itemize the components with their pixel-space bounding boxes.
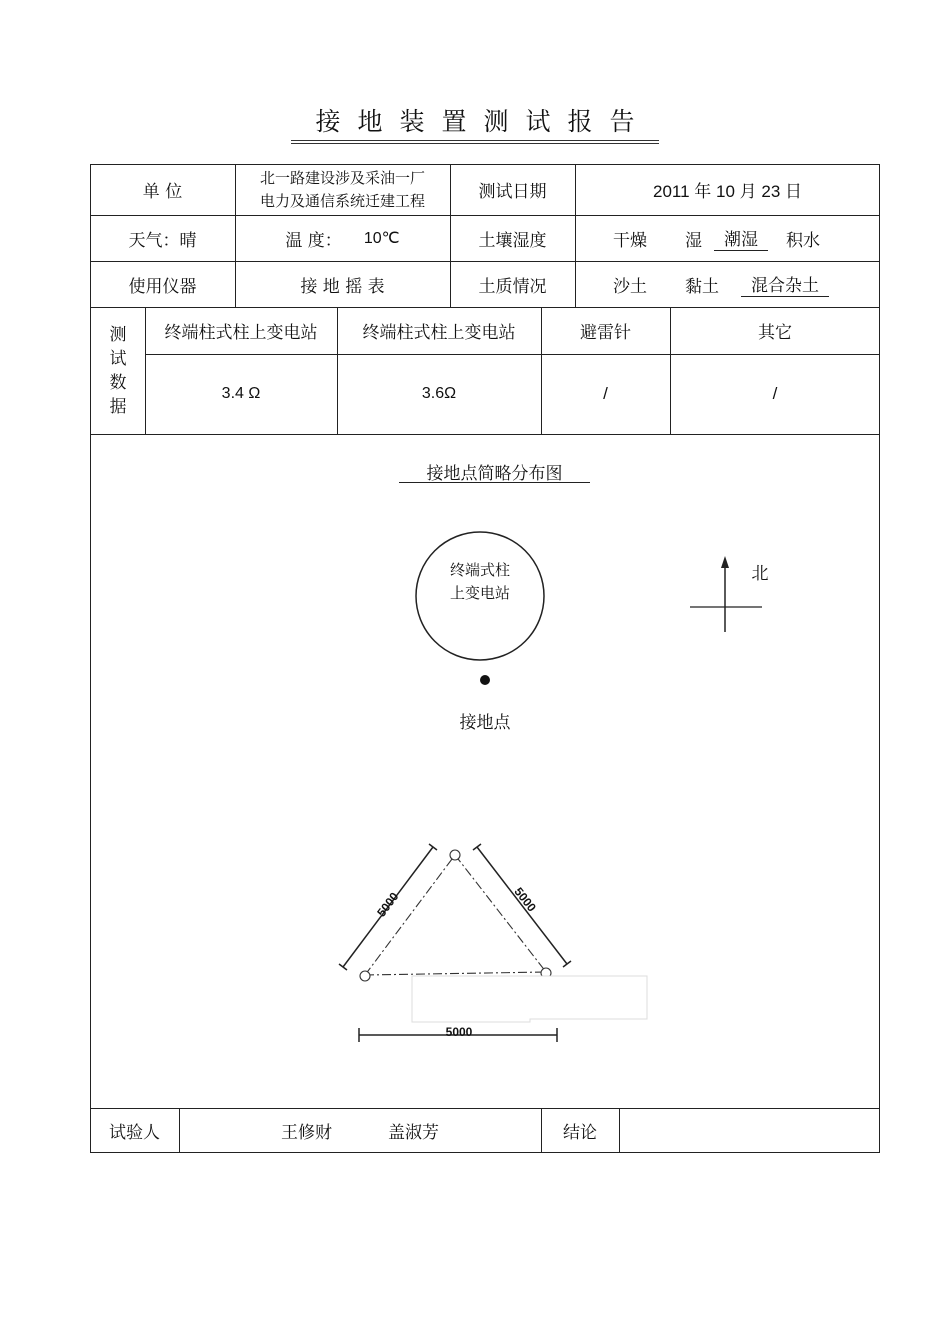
soil-option-selected: 混合杂土 — [741, 271, 829, 297]
test-value: 3.6Ω — [421, 385, 457, 402]
moisture-label: 土壤湿度 — [478, 230, 547, 251]
diagram-title: 接地点简略分布图 — [426, 463, 563, 484]
conclusion-value — [619, 1108, 880, 1153]
tester-name: 盖淑芳 — [388, 1123, 439, 1143]
test-value: / — [603, 384, 608, 403]
temperature-label: 温 度： — [285, 230, 342, 251]
test-header: 终端柱式柱上变电站 — [164, 323, 318, 343]
moisture-option: 湿 — [685, 230, 702, 251]
substation-label-line-1: 终端式柱 — [449, 561, 510, 579]
tester-name: 王修财 — [281, 1123, 332, 1143]
date-value: 2011 年 10 月 23 日 — [653, 182, 802, 201]
substation-label — [430, 558, 530, 606]
conclusion-label: 结论 — [563, 1123, 597, 1143]
ground-point-label: 接地点 — [459, 712, 511, 733]
electrode-point — [360, 971, 370, 981]
report-title: 接地装置测试报告 — [315, 107, 652, 136]
blank-box — [412, 976, 647, 1022]
instrument-label: 使用仪器 — [128, 276, 197, 297]
temperature-value: 10℃ — [363, 230, 400, 247]
soil-label: 土质情况 — [478, 276, 547, 297]
electrode-point — [450, 850, 460, 860]
weather-label: 天气：晴 — [128, 230, 197, 251]
ground-point-dot — [480, 675, 490, 685]
moisture-option-selected: 潮湿 — [714, 225, 768, 251]
test-value: 3.4 Ω — [221, 385, 261, 402]
testers — [179, 1108, 541, 1153]
dimension-label-bottom: 5000 — [445, 1025, 473, 1039]
dimension-label-right: 5000 — [511, 884, 539, 915]
unit-label: 单 位 — [142, 182, 183, 202]
unit-line-1: 北一路建设涉及采油一厂 — [259, 168, 425, 187]
north-label: 北 — [751, 563, 769, 584]
soil-option: 沙土 — [613, 276, 647, 297]
moisture-option: 积水 — [786, 230, 820, 251]
tester-label: 试验人 — [109, 1123, 160, 1143]
test-header: 避雷针 — [580, 323, 631, 343]
instrument-value: 接 地 摇 表 — [300, 276, 385, 297]
test-value: / — [772, 384, 778, 403]
substation-label-line-2: 上变电站 — [449, 584, 510, 602]
test-header: 终端柱式柱上变电站 — [362, 323, 516, 343]
test-header: 其它 — [758, 323, 792, 343]
moisture-option: 干燥 — [613, 230, 647, 251]
unit-line-2: 电力及通信系统迁建工程 — [259, 191, 425, 210]
dimension-label-left: 5000 — [374, 889, 402, 920]
soil-option: 黏土 — [685, 276, 719, 297]
electrode-triangle — [360, 850, 551, 981]
date-label: 测试日期 — [478, 182, 547, 202]
test-data-label: 测试数据 — [109, 325, 127, 417]
